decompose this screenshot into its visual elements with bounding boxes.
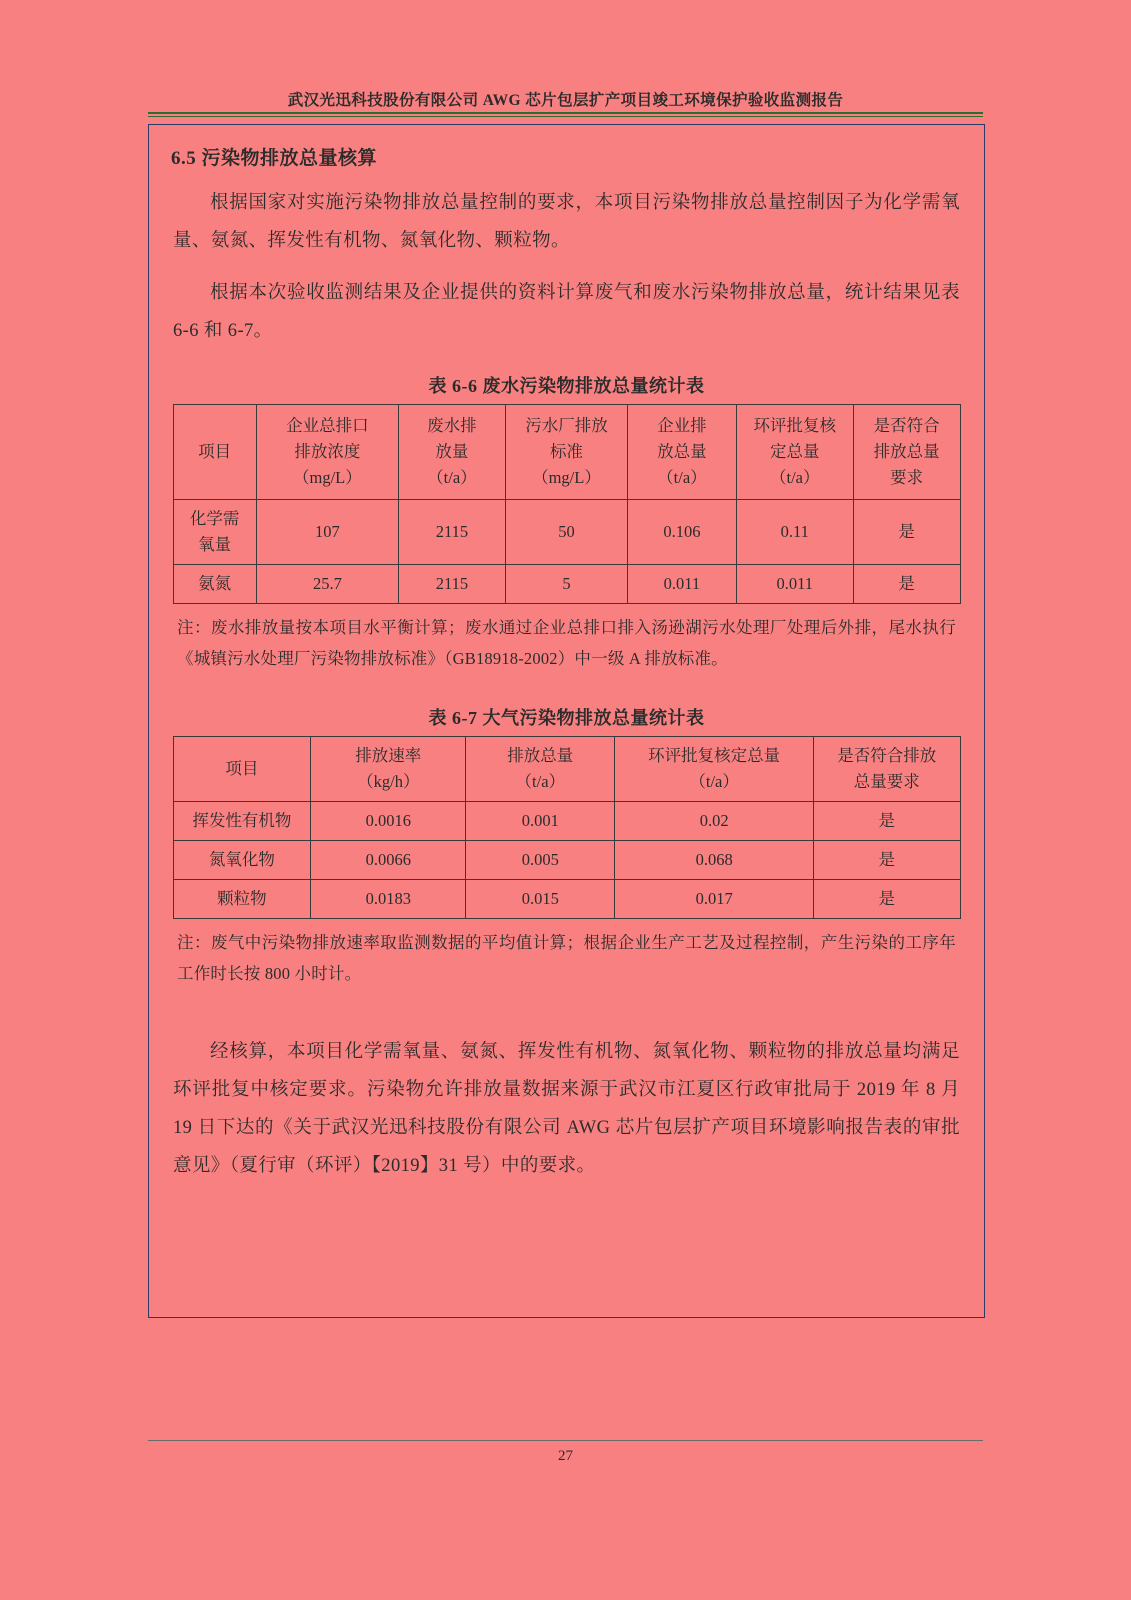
row-label: 化学需 氧量 (173, 500, 256, 565)
cell-value: 50 (505, 500, 627, 565)
cell-value: 0.005 (466, 841, 615, 880)
table-row (173, 500, 960, 565)
paragraph-3: 经核算，本项目化学需氧量、氨氮、挥发性有机物、氮氧化物、颗粒物的排放总量均满足环评批复中核定要求。污染物允许排放量数据来源于武汉市江夏区行政审批局于 2019 年 8 月 19 日下达的《关于武汉光迅科技股份有限公司 AWG 芯片包层扩产项目环境影响报告表的审批意见》（夏行审（环评）【2019】31 号）中的要求。 (173, 1042, 960, 1176)
spacer (159, 989, 974, 1019)
cell-value: 0.11 (736, 500, 853, 565)
table-66-note: 注：废水排放量按本项目水平衡计算；废水通过企业总排口排入汤逊湖污水处理厂处理后外排，尾水执行《城镇污水处理厂污染物排放标准》（GB18918-2002）中一级 A 排放标准。 (177, 618, 956, 668)
row-label: 挥发性有机物 (173, 802, 311, 841)
header-divider (148, 112, 983, 117)
cell-value: 0.015 (466, 880, 615, 919)
cell-value: 0.0066 (311, 841, 466, 880)
footer-divider (148, 1440, 983, 1441)
cell-value: 0.068 (615, 841, 814, 880)
table-67-caption: 表 6-7 大气污染物排放总量统计表 (428, 708, 705, 728)
cell-value: 107 (256, 500, 398, 565)
table-row (173, 802, 960, 841)
cell-value: 是 (813, 841, 960, 880)
table-66-head (173, 405, 960, 500)
col-header-enterprise-total: 企业排 放总量 （t/a） (628, 405, 737, 500)
cell-value: 是 (813, 802, 960, 841)
col-header-discharge-volume: 废水排 放量 （t/a） (399, 405, 506, 500)
table-67-body (173, 802, 960, 919)
cell-value: 是 (853, 500, 960, 565)
cell-value: 0.02 (615, 802, 814, 841)
cell-value: 0.0016 (311, 802, 466, 841)
cell-value: 2115 (399, 500, 506, 565)
row-label: 颗粒物 (173, 880, 311, 919)
table-row (173, 841, 960, 880)
col-header-approved-total: 环评批复核定总量 （t/a） (615, 737, 814, 802)
cell-value: 是 (853, 565, 960, 604)
page-content-frame (148, 124, 985, 1318)
page-number: 27 (558, 1448, 573, 1464)
cell-value: 0.0183 (311, 880, 466, 919)
cell-value: 2115 (399, 565, 506, 604)
col-header-item: 项目 (173, 737, 311, 802)
col-header-emission-total: 排放总量 （t/a） (466, 737, 615, 802)
row-label: 氨氮 (173, 565, 256, 604)
table-row (173, 880, 960, 919)
cell-value: 25.7 (256, 565, 398, 604)
table-66-caption: 表 6-6 废水污染物排放总量统计表 (428, 376, 705, 396)
cell-value: 是 (813, 880, 960, 919)
table-66-body (173, 500, 960, 604)
col-header-emission-rate: 排放速率 （kg/h） (311, 737, 466, 802)
col-header-approved-total: 环评批复核 定总量 （t/a） (736, 405, 853, 500)
row-label: 氮氧化物 (173, 841, 311, 880)
table-row (173, 565, 960, 604)
col-header-outlet-conc: 企业总排口 排放浓度 （mg/L） (256, 405, 398, 500)
section-heading: 6.5 污染物排放总量核算 (171, 148, 378, 169)
wastewater-pollutant-table (173, 404, 961, 604)
cell-value: 0.011 (628, 565, 737, 604)
table-row (173, 737, 960, 802)
paragraph-2: 根据本次验收监测结果及企业提供的资料计算废气和废水污染物排放总量，统计结果见表 6-6 和 6-7。 (173, 283, 960, 341)
paragraph-1: 根据国家对实施污染物排放总量控制的要求，本项目污染物排放总量控制因子为化学需氧量、氨氮、挥发性有机物、氮氧化物、颗粒物。 (173, 193, 960, 251)
cell-value: 0.017 (615, 880, 814, 919)
air-pollutant-table (173, 736, 961, 919)
running-header: 武汉光迅科技股份有限公司 AWG 芯片包层扩产项目竣工环境保护验收监测报告 (287, 92, 844, 109)
cell-value: 0.011 (736, 565, 853, 604)
table-67-note: 注：废气中污染物排放速率取监测数据的平均值计算；根据企业生产工艺及过程控制，产生污染的工序年工作时长按 800 小时计。 (177, 933, 956, 983)
col-header-item: 项目 (173, 405, 256, 500)
col-header-compliance: 是否符合 排放总量 要求 (853, 405, 960, 500)
table-67-head (173, 737, 960, 802)
cell-value: 0.106 (628, 500, 737, 565)
table-row (173, 405, 960, 500)
cell-value: 0.001 (466, 802, 615, 841)
col-header-plant-standard: 污水厂排放 标准 （mg/L） (505, 405, 627, 500)
cell-value: 5 (505, 565, 627, 604)
col-header-compliance: 是否符合排放 总量要求 (813, 737, 960, 802)
